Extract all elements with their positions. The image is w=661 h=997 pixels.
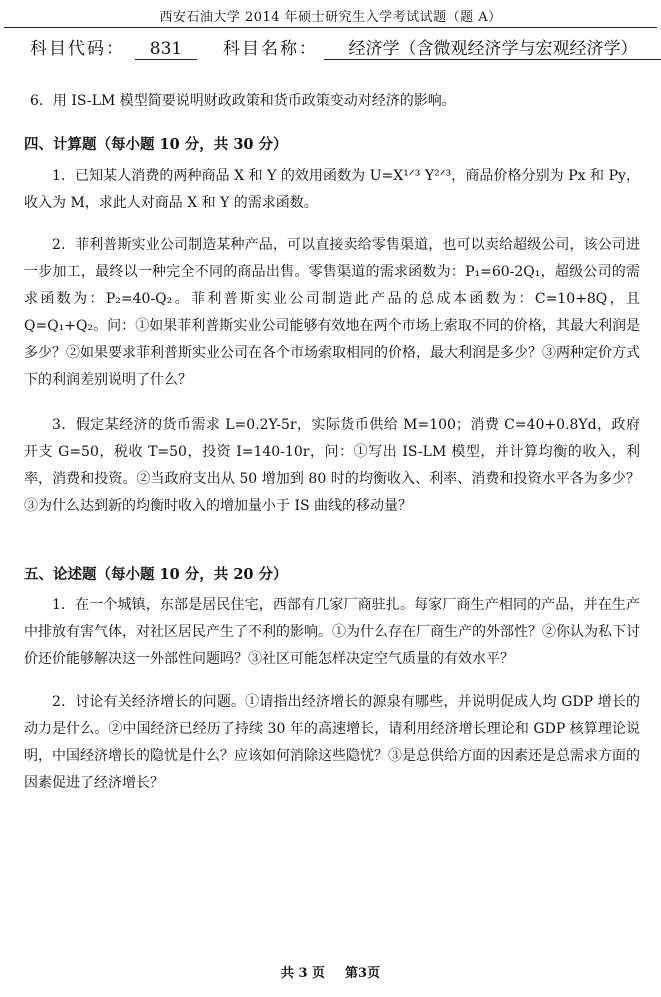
essay-question-2: 2．讨论有关经济增长的问题。①请指出经济增长的源泉有哪些，并说明促成人均 GDP 增长的动力是什么。②中国经济已经历了持续 30 年的高速增长，请利用经济增长理论和 GDP 核算理论说明，中国经济增长的隐忧是什么？应该如何消除这些隐忧？③是总供给方面的因素还是总需求方面的因素促进了经济增长？ (24, 694, 640, 791)
calc-question-2: 2．菲利普斯实业公司制造某种产品，可以直接卖给零售渠道，也可以卖给超级公司，该公司进一步加工，最终以一种完全不同的商品出售。零售渠道的需求函数为：P₁=60-2Q₁，超级公司的需求函数为：P₂=40-Q₂。菲利普斯实业公司制造此产品的总成本函数为：C=10+8Q，且 Q=Q₁+Q₂。问：①如果菲利普斯实业公司能够有效地在两个市场上索取不同的价格，其最大利润是多少？②如果要求菲利普斯实业公司在各个市场索取相同的价格，最大利润是多少？③两种定价方式下的利润差别说明了什么？ (24, 237, 640, 388)
subject-name-label: 科目名称： (223, 39, 318, 59)
exam-title: 西安石油大学 2014 年硕士研究生入学考试试题（题 A） (159, 10, 502, 25)
subject-code-label: 科目代码： (30, 39, 125, 59)
page-footer (0, 962, 661, 981)
subject-line (30, 34, 650, 60)
calc-question-3: 3．假定某经济的货币需求 L=0.2Y-5r，实际货币供给 M=100；消费 C=40+0.8Yd，政府开支 G=50，税收 T=50，投资 I=140-10r，问：①写出 IS-LM 模型，并计算均衡的收入，利率，消费和投资。②当政府支出从 50 增加到 80 时的均衡收入、利率、消费和投资水平各为多少？③为什么达到新的均衡时收入的增加量小于 IS 曲线的移动量？ (24, 417, 640, 514)
subject-code-value: 831 (135, 39, 197, 60)
question-6: 6．用 IS-LM 模型简要说明财政政策和货币政策变动对经济的影响。 (30, 93, 456, 109)
section-5-heading: 五、论述题（每小题 10 分，共 20 分） (24, 566, 288, 583)
header-rule (4, 27, 657, 28)
total-pages: 共 3 页 (280, 966, 326, 981)
subject-name-value: 经济学（含微观经济学与宏观经济学） (324, 34, 661, 60)
calc-question-1: 1．已知某人消费的两种商品 X 和 Y 的效用函数为 U=X¹ᐟ³ Y²ᐟ³，商品价格分别为 Px 和 Py，收入为 M，求此人对商品 X 和 Y 的需求函数。 (24, 168, 640, 211)
section-4-heading: 四、计算题（每小题 10 分，共 30 分） (24, 136, 288, 153)
current-page: 第3页 (345, 966, 381, 981)
essay-question-1: 1．在一个城镇，东部是居民住宅，西部有几家厂商驻扎。每家厂商生产相同的产品，并在生产中排放有害气体，对社区居民产生了不利的影响。①为什么存在厂商生产的外部性？②你认为私下讨价还价能够解决这一外部性问题吗？③社区可能怎样决定空气质量的有效水平？ (24, 597, 640, 667)
